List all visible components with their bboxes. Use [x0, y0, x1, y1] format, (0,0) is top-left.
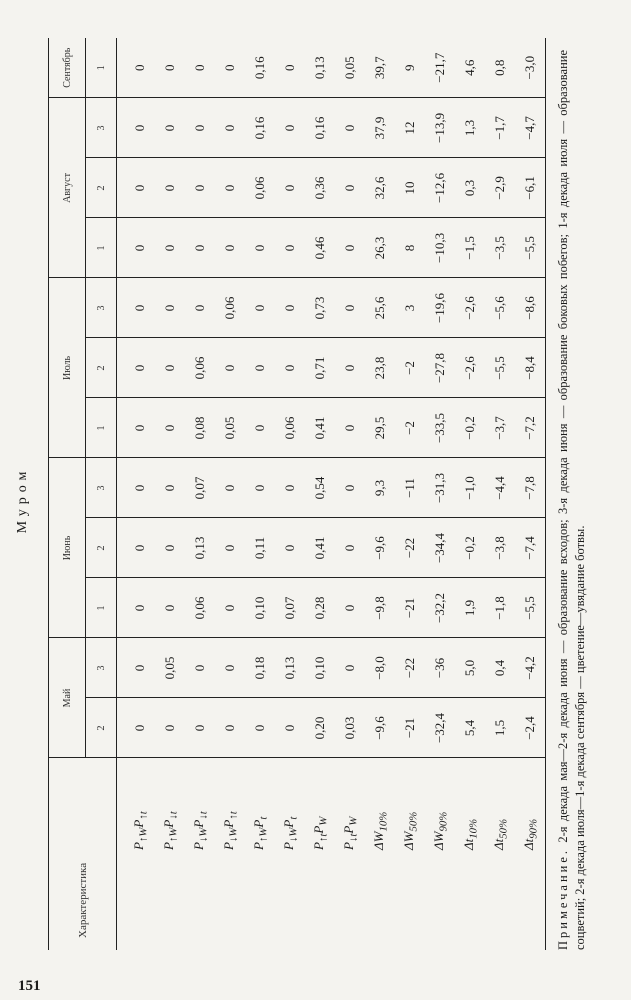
table-cell: 0	[215, 578, 245, 638]
table-row	[335, 38, 365, 950]
row-label: $P_{↓W}P_t$	[280, 816, 300, 850]
note-label: Примечание.	[556, 847, 570, 950]
table-cell: 8	[395, 218, 425, 278]
table-cell: −7,2	[515, 398, 546, 458]
table-row	[365, 38, 395, 950]
table-cell: 0	[215, 458, 245, 518]
table-cell: 0	[335, 578, 365, 638]
table-cell: 0	[117, 338, 156, 398]
table-cell: −0,2	[455, 518, 485, 578]
page-number: 151	[18, 978, 41, 994]
table-cell: 0	[185, 698, 215, 758]
table-cell: −5,6	[485, 278, 515, 338]
table-cell: −3,7	[485, 398, 515, 458]
row-label: $\Delta t_{50\%}$	[490, 818, 510, 850]
table-row	[215, 38, 245, 950]
table-cell: 0,41	[305, 398, 335, 458]
table-cell: 0	[155, 578, 185, 638]
table-cell: 0	[155, 158, 185, 218]
decade-header: 3	[86, 278, 117, 338]
table-cell: −8,4	[515, 338, 546, 398]
table-row	[275, 38, 305, 950]
table-cell: −2,6	[455, 278, 485, 338]
table-cell: 26,3	[365, 218, 395, 278]
table-cell: 0	[117, 38, 156, 98]
table-cell: 0	[185, 158, 215, 218]
table-cell: 25,6	[365, 278, 395, 338]
table-cell: 0	[275, 158, 305, 218]
table-cell: 0	[117, 638, 156, 698]
table-cell: 0	[335, 458, 365, 518]
table-cell: −8,0	[365, 638, 395, 698]
table-cell: −32,2	[425, 578, 455, 638]
table-cell: 0	[155, 38, 185, 98]
table-cell: −3,5	[485, 218, 515, 278]
table-cell: 0	[215, 98, 245, 158]
table-cell: 0,06	[275, 398, 305, 458]
table-cell: 0	[275, 98, 305, 158]
row-label: $P_{↑W}P_{↓t}$	[160, 811, 180, 850]
table-cell: 0,46	[305, 218, 335, 278]
table-cell: 0	[185, 638, 215, 698]
row-label: $P_{↑W}P_{↑t}$	[130, 811, 150, 850]
table-cell: −21	[395, 698, 425, 758]
table-cell: −7,4	[515, 518, 546, 578]
table-cell: 0,16	[305, 98, 335, 158]
table-cell: 0	[215, 338, 245, 398]
table-cell: 0	[245, 398, 275, 458]
table-cell: −22	[395, 518, 425, 578]
rotated-table-region	[40, 30, 620, 950]
table-cell: −1,5	[455, 218, 485, 278]
row-label: $P_{↑t}P_W$	[310, 816, 330, 850]
row-label: $\Delta t_{90\%}$	[515, 758, 546, 950]
row-label: $\Delta W_{50\%}$	[400, 811, 420, 850]
table-cell: 1,5	[485, 698, 515, 758]
table-row	[185, 38, 215, 950]
table-cell: 9	[395, 38, 425, 98]
table-row	[117, 38, 156, 950]
table-cell: 37,9	[365, 98, 395, 158]
table-cell: 0,07	[185, 458, 215, 518]
table-cell: −4,7	[515, 98, 546, 158]
decade-header: 2	[86, 698, 117, 758]
month-header: Сентябрь	[49, 38, 86, 98]
row-label: $P_{↓t}P_W$	[340, 816, 360, 850]
table-cell: 0	[215, 518, 245, 578]
table-cell: 0	[275, 278, 305, 338]
table-cell: 0	[215, 698, 245, 758]
table-cell: 0,3	[455, 158, 485, 218]
table-cell: −6,1	[515, 158, 546, 218]
table-cell: −2,6	[455, 338, 485, 398]
table-cell: −19,6	[425, 278, 455, 338]
table-cell: 0	[117, 398, 156, 458]
row-label: $P_{↓W}P_{↑t}$	[220, 811, 240, 850]
table-cell: 0	[215, 158, 245, 218]
table-cell: 10	[395, 158, 425, 218]
table-note	[555, 50, 589, 950]
table-cell: 0	[275, 218, 305, 278]
table-header	[49, 38, 117, 950]
table-cell: −34,4	[425, 518, 455, 578]
table-cell: −1,8	[485, 578, 515, 638]
table-cell: 0	[335, 218, 365, 278]
decade-header: 2	[86, 518, 117, 578]
table-cell: 0	[117, 278, 156, 338]
table-cell: −3,0	[515, 38, 546, 98]
table-cell: 0	[245, 458, 275, 518]
table-cell: −9,8	[365, 578, 395, 638]
table-cell: −2	[395, 398, 425, 458]
table-cell: −13,9	[425, 98, 455, 158]
characteristic-header: Характеристика	[49, 758, 117, 950]
decade-header: 2	[86, 158, 117, 218]
decade-header: 1	[86, 578, 117, 638]
row-label: $P_{↑W}P_t$	[250, 816, 270, 850]
table-cell: 0	[155, 698, 185, 758]
table-cell: 0	[117, 698, 156, 758]
table-cell: 0	[335, 278, 365, 338]
table-row	[515, 38, 546, 950]
table-cell: 39,7	[365, 38, 395, 98]
month-header: Июль	[49, 278, 86, 458]
table-cell: −2,9	[485, 158, 515, 218]
table-cell: −1,0	[455, 458, 485, 518]
table-cell: 0	[185, 218, 215, 278]
decade-header: 1	[86, 38, 117, 98]
table-row	[155, 38, 185, 950]
table-cell: 0	[155, 338, 185, 398]
table-cell: −32,4	[425, 698, 455, 758]
table-cell: −22	[395, 638, 425, 698]
table-cell: 0	[117, 458, 156, 518]
table-cell: 0,4	[485, 638, 515, 698]
table-cell: 9,3	[365, 458, 395, 518]
table-cell: 0	[335, 398, 365, 458]
row-label: $\Delta W_{90\%}$	[430, 811, 450, 850]
row-label: $\Delta t_{10\%}$	[460, 818, 480, 850]
table-cell: 0	[245, 338, 275, 398]
table-row	[485, 38, 515, 950]
table-cell: 1,3	[455, 98, 485, 158]
data-table	[48, 38, 546, 950]
table-row	[395, 38, 425, 950]
table-cell: 0	[215, 638, 245, 698]
table-cell: 0	[335, 338, 365, 398]
table-cell: 0	[275, 518, 305, 578]
table-cell: 0	[117, 218, 156, 278]
table-cell: −5,5	[485, 338, 515, 398]
table-cell: 0,07	[275, 578, 305, 638]
table-cell: 0,13	[305, 38, 335, 98]
table-cell: −10,3	[425, 218, 455, 278]
table-cell: 0,11	[245, 518, 275, 578]
table-cell: 0,16	[245, 98, 275, 158]
decade-header: 3	[86, 98, 117, 158]
table-cell: −2,4	[515, 698, 546, 758]
table-cell: −5,5	[515, 218, 546, 278]
table-cell: −36	[425, 638, 455, 698]
table-cell: 1,9	[455, 578, 485, 638]
decade-header: 1	[86, 398, 117, 458]
table-cell: 0,06	[245, 158, 275, 218]
table-cell: 0	[185, 278, 215, 338]
table-cell: −27,8	[425, 338, 455, 398]
table-cell: 4,6	[455, 38, 485, 98]
table-cell: 0,41	[305, 518, 335, 578]
month-header: Май	[49, 638, 86, 758]
table-row	[425, 38, 455, 950]
table-cell: 12	[395, 98, 425, 158]
table-cell: −33,5	[425, 398, 455, 458]
table-cell: −9,6	[365, 518, 395, 578]
table-cell: 0,71	[305, 338, 335, 398]
table-cell: 0,06	[185, 338, 215, 398]
table-cell: 0	[155, 458, 185, 518]
table-cell: 0	[155, 278, 185, 338]
table-row	[245, 38, 275, 950]
table-cell: −2	[395, 338, 425, 398]
table-cell: 0	[185, 98, 215, 158]
table-cell: 0,10	[305, 638, 335, 698]
table-cell: 0,54	[305, 458, 335, 518]
table-cell: −31,3	[425, 458, 455, 518]
table-cell: 0	[275, 698, 305, 758]
table-cell: 0,03	[335, 698, 365, 758]
table-cell: 0	[117, 578, 156, 638]
table-cell: 0	[215, 38, 245, 98]
row-label: $\Delta W_{10\%}$	[370, 811, 390, 850]
table-cell: −21	[395, 578, 425, 638]
table-cell: 0,06	[185, 578, 215, 638]
table-cell: −12,6	[425, 158, 455, 218]
table-cell: 0	[155, 98, 185, 158]
table-cell: 0	[117, 518, 156, 578]
table-cell: 0,73	[305, 278, 335, 338]
table-cell: 0,08	[185, 398, 215, 458]
table-cell: 0,10	[245, 578, 275, 638]
table-cell: 0	[245, 218, 275, 278]
table-cell: 5,0	[455, 638, 485, 698]
table-cell: −3,8	[485, 518, 515, 578]
month-header: Июнь	[49, 458, 86, 638]
table-cell: 0	[117, 158, 156, 218]
table-cell: 0,36	[305, 158, 335, 218]
decade-header: 1	[86, 218, 117, 278]
table-cell: 0,05	[155, 638, 185, 698]
table-cell: −1,7	[485, 98, 515, 158]
table-cell: 0,8	[485, 38, 515, 98]
table-cell: −8,6	[515, 278, 546, 338]
table-cell: −0,2	[455, 398, 485, 458]
table-cell: 23,8	[365, 338, 395, 398]
row-label: $P_{↓W}P_{↓t}$	[190, 811, 210, 850]
table-cell: 0	[335, 638, 365, 698]
month-header: Август	[49, 98, 86, 278]
decade-header: 3	[86, 458, 117, 518]
table-cell: −11	[395, 458, 425, 518]
table-cell: 0,05	[215, 398, 245, 458]
table-cell: −9,6	[365, 698, 395, 758]
table-row	[455, 38, 485, 950]
table-cell: 0	[155, 398, 185, 458]
table-cell: 0	[155, 518, 185, 578]
table-cell: 0	[215, 218, 245, 278]
table-body	[117, 38, 546, 950]
table-cell: 0,18	[245, 638, 275, 698]
table-cell: 0,05	[335, 38, 365, 98]
table-cell: 0	[245, 698, 275, 758]
table-cell: 0	[275, 338, 305, 398]
table-cell: 0	[275, 38, 305, 98]
table-cell: 0	[335, 98, 365, 158]
table-cell: 3	[395, 278, 425, 338]
table-cell: 0	[335, 518, 365, 578]
table-cell: 0	[275, 458, 305, 518]
table-cell: 0	[155, 218, 185, 278]
table-cell: 0,06	[215, 278, 245, 338]
table-cell: −4,4	[485, 458, 515, 518]
table-cell: 5,4	[455, 698, 485, 758]
table-cell: −4,2	[515, 638, 546, 698]
table-cell: 0	[245, 278, 275, 338]
note-text: 2-я декада мая—2-я декада июня — образование всходов; 3-я декада июня — образование боковых побегов; 1-я декада июля — образование соцветий; 2-я декада июля—1-я декада сентября — цветение—увядание ботвы.	[556, 49, 587, 950]
months-header-row	[49, 38, 86, 950]
table-cell: 0,16	[245, 38, 275, 98]
table-cell: 32,6	[365, 158, 395, 218]
page-title: Муром	[15, 466, 30, 534]
table-cell: 0,13	[275, 638, 305, 698]
table-row	[305, 38, 335, 950]
table-cell: 29,5	[365, 398, 395, 458]
table-cell: −5,5	[515, 578, 546, 638]
decade-header: 2	[86, 338, 117, 398]
table-cell: −21,7	[425, 38, 455, 98]
table-cell: 0	[185, 38, 215, 98]
table-cell: 0,13	[185, 518, 215, 578]
decade-header: 3	[86, 638, 117, 698]
table-cell: 0,28	[305, 578, 335, 638]
table-cell: −7,8	[515, 458, 546, 518]
table-cell: 0	[117, 98, 156, 158]
table-cell: 0	[335, 158, 365, 218]
table-cell: 0,20	[305, 698, 335, 758]
